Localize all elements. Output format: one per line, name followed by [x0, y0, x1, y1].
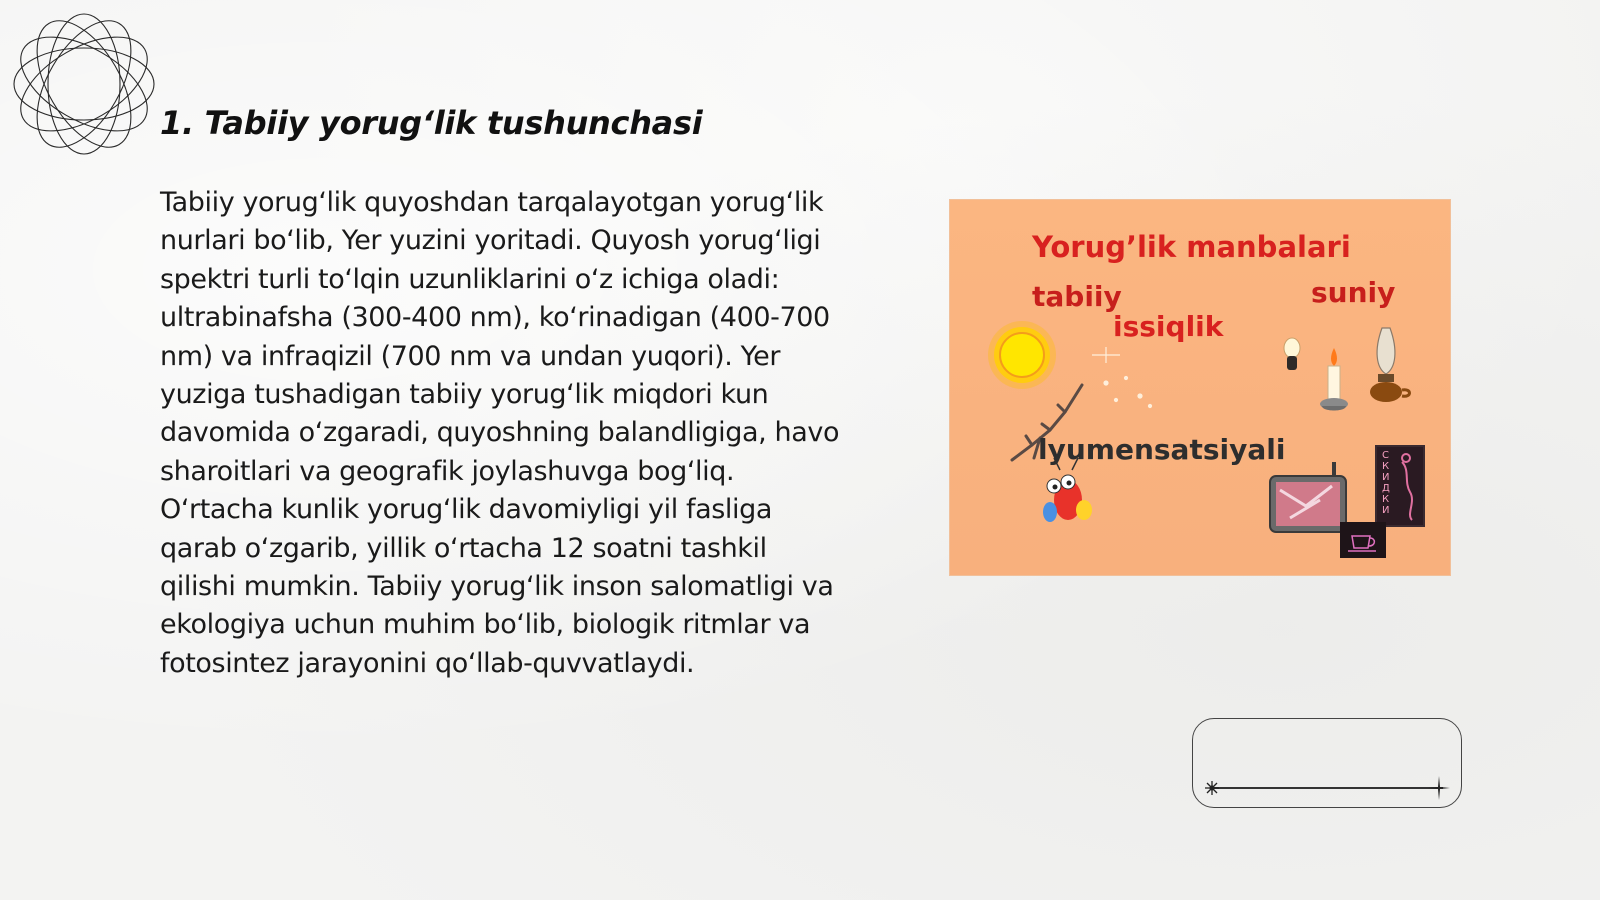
- label-natural: tabiiy: [1032, 280, 1122, 313]
- oil-lamp-icon: [1370, 328, 1410, 402]
- light-bulb-icon: [1284, 338, 1300, 370]
- slider-track: [1213, 787, 1443, 789]
- sign-text: С К И Д К И: [1382, 450, 1390, 516]
- orbit-rings-icon: [10, 10, 158, 158]
- sparkle-icons: [1092, 347, 1152, 408]
- illustration-title: Yorug’lik manbalari: [1032, 230, 1351, 264]
- label-artificial: suniy: [1311, 276, 1396, 309]
- coffee-cup-icon: [1340, 522, 1386, 558]
- firefly-icon: [1043, 458, 1092, 522]
- candle-icon: [1320, 348, 1348, 411]
- sparkle-star-icon: [1428, 776, 1450, 800]
- slide-title: 1. Tabiiy yorug‘lik tushunchasi: [160, 104, 703, 142]
- slide-body-text: Tabiiy yorug‘lik quyoshdan tarqalayotgan yorug‘lik nurlari bo‘lib, Yer yuzini yoritadi. Quyosh yorug‘ligi spektri turli to‘lqin uzunliklarini o‘z ichiga oladi: ultrabinafsha (300-400 nm), ko‘rinadigan (400-700 nm) va infraqizil (700 nm va undan yuqori). Yer yuziga tushadigan tabiiy yorug‘lik miqdori kun davomida o‘zgaradi, quyoshning balandligiga, havo sharoitlari va geografik joylashuvga bog‘liq. O‘rtacha kunlik yorug‘lik davomiyligi yil fasliga qarab o‘zgarib, yillik o‘rtacha 12 soatni tashkil qilishi mumkin. Tabiiy yorug‘lik inson salomatligi va ekologiya uchun muhim bo‘lib, biologik ritmlar va fotosintez jarayonini qo‘llab-quvvatlaydi.: [160, 187, 840, 679]
- label-thermal: issiqlik: [1113, 310, 1224, 343]
- label-luminescence: lyumensatsiyali: [1038, 433, 1286, 466]
- starburst-icon: [1203, 779, 1221, 797]
- television-icon: [1270, 462, 1346, 532]
- sun-icon: [988, 321, 1056, 389]
- slider-frame: [1192, 718, 1462, 808]
- light-sources-illustration: [950, 200, 1450, 575]
- discount-sign-icon: [1376, 446, 1424, 526]
